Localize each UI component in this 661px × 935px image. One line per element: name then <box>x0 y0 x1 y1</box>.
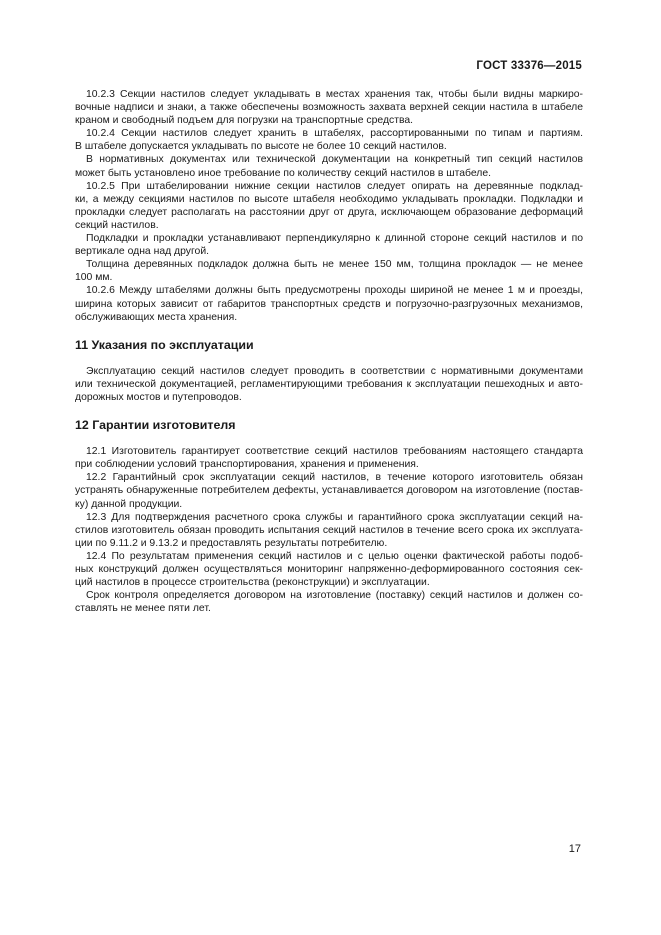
paragraph-12-4 <box>75 550 583 589</box>
text-line: ку) данной продукции. <box>75 498 183 510</box>
text-line: обслуживающих места хранения. <box>75 311 238 323</box>
text-line: 12.1 Изготовитель гарантирует соответствие секций настилов требованиям настоящего стандарта <box>86 446 583 458</box>
section-heading-12: 12 Гарантии изготовителя <box>75 418 236 433</box>
text-line: дорожных мостов и путепроводов. <box>75 391 242 403</box>
text-line: ных конструкций должен осуществляться мониторинг напряженно-деформированного состояния сек- <box>75 564 583 575</box>
paragraph-11 <box>75 365 583 404</box>
text-line: прокладки следует располагать на расстоянии друг от друга, исключающем образование деформаций <box>75 206 583 218</box>
paragraph-thickness <box>75 258 583 284</box>
text-line: Толщина деревянных подкладок должна быть не менее 150 мм, толщина прокладок — не менее <box>86 259 583 271</box>
paragraph-10-2-5 <box>75 180 583 232</box>
paragraph-10-2-6 <box>75 284 583 323</box>
text-line: ширина которых зависит от габаритов транспортных средств и погрузочно-разгрузочных механизмов, <box>75 298 583 310</box>
paragraph-supports <box>75 232 583 258</box>
text-line: ки, а между секциями настилов по высоте штабеля необходимо укладывать прокладки. Подкладки и <box>75 193 583 205</box>
paragraph-12-3 <box>75 511 583 550</box>
text-line: стилов изготовитель обязан проводить испытания секций настилов в течение всего срока их эксплуата- <box>75 524 583 536</box>
text-line: В нормативных документах или технической документации на конкретный тип секций настилов <box>86 154 583 166</box>
text-line: при соблюдении условий транспортирования, хранения и применения. <box>75 459 419 471</box>
text-line: устранять обнаруженные потребителем дефекты, устанавливается договором на изготовление (постав- <box>75 485 583 497</box>
text-line: 12.3 Для подтверждения расчетного срока службы и гарантийного срока эксплуатации секций на- <box>86 511 583 523</box>
text-line: В штабеле допускается укладывать по высоте не более 10 секций настилов. <box>75 141 447 153</box>
paragraph-10-2-4 <box>75 127 583 153</box>
text-line: 12.4 По результатам применения секций настилов и с целью оценки фактической работы подоб- <box>86 550 583 562</box>
text-line: вочные надписи и знаки, а также обеспечены возможность захвата верхней секции настила в штабеле <box>75 102 583 114</box>
text-line: ций настилов в процессе строительства (реконструкции) и эксплуатации. <box>75 577 430 589</box>
text-line: вертикале одна над другой. <box>75 246 210 258</box>
text-line: Эксплуатацию секций настилов следует проводить в соответствии с нормативными документами <box>86 365 583 377</box>
paragraph-normative <box>75 153 583 179</box>
text-line: может быть установлено иное требование по количеству секций настилов в штабеле. <box>75 167 492 179</box>
text-line: или технической документацией, регламентирующими требования к эксплуатации пешеходных и авто- <box>75 378 583 390</box>
page-number: 17 <box>568 843 581 855</box>
text-line: Подкладки и прокладки устанавливают перпендикулярно к длинной стороне секций настилов и по <box>86 233 583 245</box>
document-body <box>75 88 583 615</box>
paragraph-12-2 <box>75 471 583 510</box>
text-line: Срок контроля определяется договором на изготовление (поставку) секций настилов и должен со- <box>86 590 583 602</box>
text-line: ставлять не менее пяти лет. <box>75 603 211 615</box>
paragraph-12-1 <box>75 445 583 471</box>
text-line: краном и свободный подъем для погрузки на транспортные средства. <box>75 115 414 127</box>
text-line: 10.2.6 Между штабелями должны быть предусмотрены проходы шириной не менее 1 м и проезды, <box>86 285 583 297</box>
document-code: ГОСТ 33376—2015 <box>476 60 582 72</box>
text-line: секций настилов. <box>75 219 159 231</box>
text-line: ции по 9.11.2 и 9.13.2 и предоставлять результаты потребителю. <box>75 537 388 549</box>
text-line: 10.2.5 При штабелировании нижние секции настилов следует опирать на деревянные подклад- <box>86 180 583 192</box>
paragraph-control-period <box>75 589 583 615</box>
paragraph-10-2-3 <box>75 88 583 127</box>
text-line: 12.2 Гарантийный срок эксплуатации секций настилов, в течение которого изготовитель обязан <box>86 472 583 484</box>
text-line: 10.2.4 Секции настилов следует хранить в штабелях, рассортированными по типам и партиям. <box>86 128 583 140</box>
text-line: 100 мм. <box>75 272 113 284</box>
text-line: 10.2.3 Секции настилов следует укладывать в местах хранения так, чтобы были видны маркиро- <box>86 89 583 100</box>
section-heading-11: 11 Указания по эксплуатации <box>75 337 254 352</box>
